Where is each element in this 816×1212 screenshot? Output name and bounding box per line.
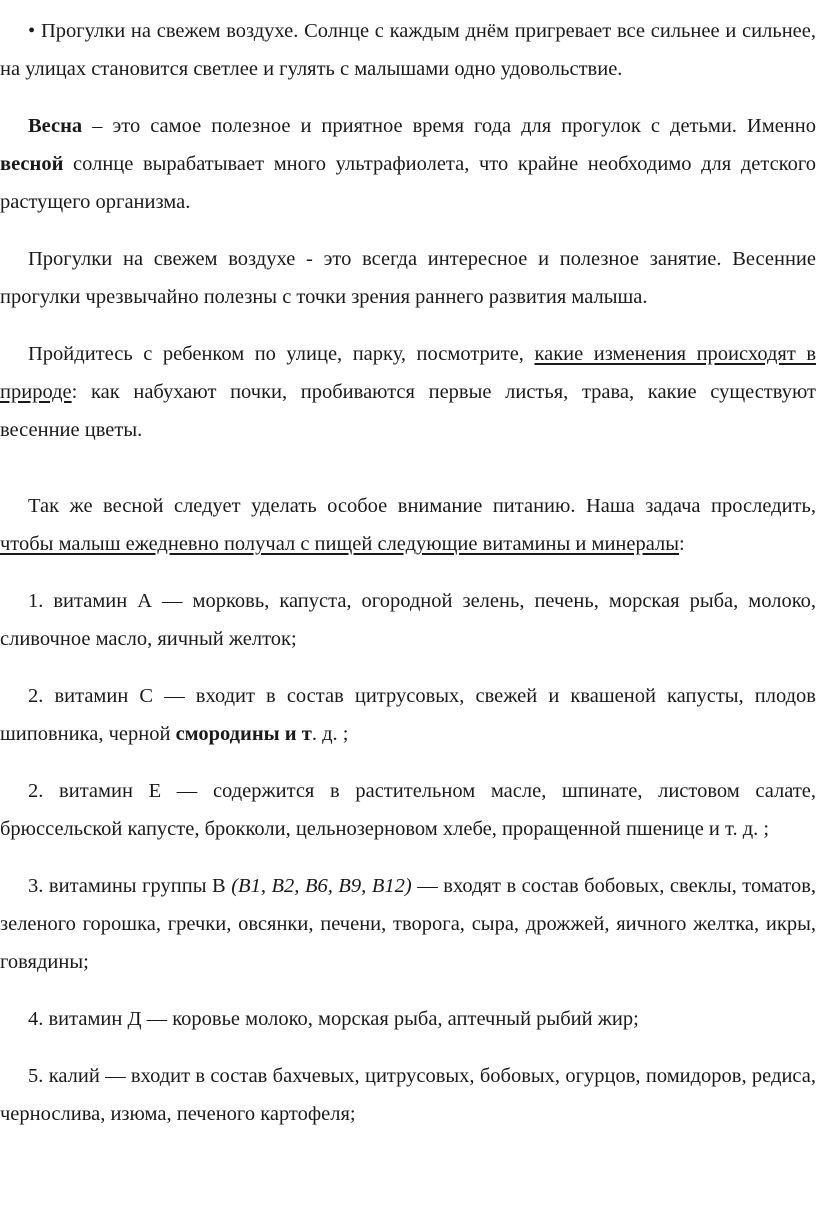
bullet-marker: • — [28, 20, 36, 42]
paragraph-walks-benefit — [0, 240, 816, 316]
paragraph-text: Так же весной следует уделать особое внимание питанию. Наша задача проследить, — [28, 495, 816, 517]
bold-term-in-spring: весной — [0, 153, 64, 175]
italic-vitamin-b-list: (В1, В2, В6, В9, В12) — [231, 875, 412, 897]
list-item-vitamin-a — [0, 582, 816, 658]
list-item-vitamin-e — [0, 772, 816, 848]
list-item-text: 1. витамин А — морковь, капуста, огородной зелень, печень, морская рыба, молоко, сливочное масло, яичный желток; — [0, 590, 816, 650]
bold-term-spring: Весна — [28, 115, 83, 137]
list-item-vitamin-d — [0, 1000, 816, 1038]
list-item-text: — входят в состав бобовых, свеклы, томатов, зеленого горошка, гречки, овсянки, печени, творога, сыра, дрожжей, яичного желтка, икры, говядины; — [0, 875, 816, 973]
paragraph-text: Прогулки на свежем воздухе - это всегда интересное и полезное занятие. Весенние прогулки чрезвычайно полезны с точки зрения раннего развития малыша. — [0, 248, 816, 308]
paragraph-text: : как набухают почки, пробиваются первые листья, трава, какие существуют весенние цветы. — [0, 381, 816, 441]
list-item-text: 2. витамин С — входит в состав цитрусовых, свежей и квашеной капусты, плодов шиповника, черной — [0, 685, 816, 745]
list-item-vitamin-b — [0, 867, 816, 981]
paragraph-spring-walks-intro — [0, 12, 816, 88]
paragraph-nutrition-intro — [0, 487, 816, 563]
list-item-vitamin-c — [0, 677, 816, 753]
paragraph-nature-observation — [0, 335, 816, 449]
list-item-text: . д. ; — [311, 723, 349, 745]
paragraph-text: Прогулки на свежем воздухе. Солнце с каждым днём пригревает все сильнее и сильнее, на улицах становится светлее и гулять с малышами одно удовольствие. — [0, 20, 816, 80]
list-item-text: 2. витамин Е — содержится в растительном масле, шпинате, листовом салате, брюссельской капусте, брокколи, цельнозерновом хлебе, проращенной пшенице и т. д. ; — [0, 780, 816, 840]
bold-phrase-currants: смородины и т — [175, 723, 312, 745]
list-item-text: 3. витамины группы В — [28, 875, 232, 897]
underlined-phrase-vitamins-minerals: чтобы малыш ежедневно получал с пищей следующие витамины и минералы — [0, 533, 680, 555]
list-item-text: 4. витамин Д — коровье молоко, морская рыба, аптечный рыбий жир; — [28, 1008, 639, 1030]
list-item-text: 5. калий — входит в состав бахчевых, цитрусовых, бобовых, огурцов, помидоров, редиса, чернослива, изюма, печеного картофеля; — [0, 1065, 816, 1125]
underlined-phrase-nature-changes: какие изменения происходят в природе — [0, 343, 816, 403]
paragraph-text: – это самое полезное и приятное время года для прогулок с детьми. Именно — [82, 115, 816, 137]
list-item-potassium — [0, 1057, 816, 1133]
paragraph-text: : — [679, 533, 685, 555]
paragraph-text: Пройдитесь с ребенком по улице, парку, посмотрите, — [28, 343, 535, 365]
paragraph-text: солнце вырабатывает много ультрафиолета, что крайне необходимо для детского растущего организма. — [0, 153, 816, 213]
paragraph-spring-definition — [0, 107, 816, 221]
